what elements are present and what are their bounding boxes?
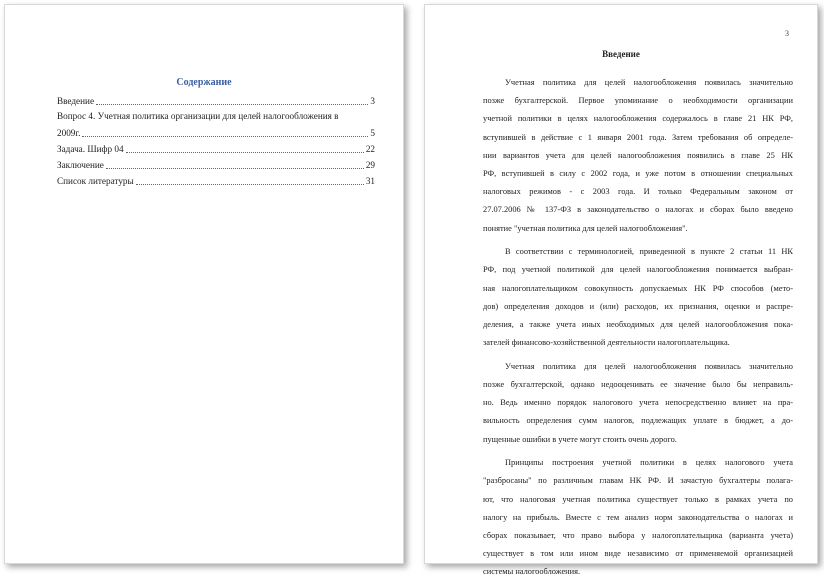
text-line: деления, а также учета иных необходимых для целей налогообложения пока- xyxy=(483,319,793,329)
text-line: РФ, вступившей в силу с 2002 года, и уже потом в отношении специальных xyxy=(483,168,793,178)
toc-entry-q4-line1: Вопрос 4. Учетная политика организации для целей налогообложения в xyxy=(57,111,339,121)
toc-entry-conclusion xyxy=(57,157,375,173)
table-of-contents xyxy=(57,93,375,189)
toc-entry-task xyxy=(57,141,375,157)
text-line: Принципы построения учетной политики в целях налогового учета xyxy=(505,458,793,468)
toc-entry-title: 2009г. xyxy=(57,127,81,138)
toc-leader-dots xyxy=(82,135,368,137)
body-text xyxy=(483,74,793,587)
text-line: ют, что налоговая учетная политика существует только в рамках учета по xyxy=(483,494,793,504)
text-line: налогу на прибыль. Вместе с тем анализ норм законодательства о налогах и xyxy=(483,512,793,522)
left-page xyxy=(4,4,404,564)
paragraph-1 xyxy=(483,74,793,238)
text-line: нии вариантов учета для целей налогообложения появились в главе 25 НК xyxy=(483,150,793,160)
toc-entry-page: 31 xyxy=(365,175,375,186)
text-line: "разбросаны" по различным главам НК РФ. И зачастую бухгалтеры полага- xyxy=(483,476,793,486)
text-line: пущенные ошибки в учете могут стоить очень дорого. xyxy=(483,434,677,444)
text-line: налоговых режимов - с 2003 года. И только Федеральным законом от xyxy=(483,187,793,197)
text-line: вступившей в действие с 1 января 2001 года. Затем требования об определе- xyxy=(483,132,793,142)
toc-leader-dots xyxy=(126,151,364,153)
text-line: Учетная политика для целей налогообложения появилась значительно xyxy=(505,361,793,371)
text-line: но. Ведь именно порядок налогового учета непосредственно влияет на пра- xyxy=(483,398,793,408)
toc-entry-page: 5 xyxy=(370,127,375,138)
toc-entry-intro xyxy=(57,93,375,109)
paragraph-4 xyxy=(483,454,793,581)
text-line: вильность определения сумм налогов, подлежащих уплате в бюджет, а до- xyxy=(483,416,793,426)
toc-entry-title: Задача. Шифр 04 xyxy=(57,143,124,154)
paragraph-3 xyxy=(483,358,793,449)
text-line: РФ, под учетной политикой для целей налогообложения понимается выбран- xyxy=(483,265,793,275)
text-line: системы налогообложения. xyxy=(483,567,581,577)
toc-entry-title: Заключение xyxy=(57,159,104,170)
toc-entry-page: 29 xyxy=(365,159,375,170)
toc-entry-page: 3 xyxy=(370,95,375,106)
text-line: ная налогоплательщиком совокупность допускаемых НК РФ способов (мето- xyxy=(483,283,793,293)
toc-entry-title: Введение xyxy=(57,95,95,106)
page-number: 3 xyxy=(785,29,789,38)
toc-title: Содержание xyxy=(176,77,232,88)
toc-leader-dots xyxy=(96,103,368,105)
text-line: зателей финансово-хозяйственной деятельности налогоплательщика. xyxy=(483,338,730,348)
text-line: сборах показывает, что право выбора у налогоплательщика (варианта учета) xyxy=(483,531,793,540)
text-line: В соответствии с терминологией, приведенной в пункте 2 статьи 11 НК xyxy=(505,247,793,257)
toc-entry-references xyxy=(57,173,375,189)
text-line: 27.07.2006 № 137-ФЗ в законодательство о налогах и сборах было введено xyxy=(483,205,793,215)
text-line: понятие "учетная политика для целей налогообложения". xyxy=(483,223,688,233)
text-line: Учетная политика для целей налогообложения появилась значительно xyxy=(505,78,793,87)
toc-leader-dots xyxy=(106,167,364,169)
text-line: дов) определения доходов и (или) расходов, их признания, оценки и распре- xyxy=(483,301,793,311)
text-line: позже бухгалтерской, однако недооценивать ее значение было бы неправиль- xyxy=(483,380,793,389)
toc-entry-title: Список литературы xyxy=(57,175,134,186)
paragraph-2 xyxy=(483,243,793,352)
right-page xyxy=(424,4,818,577)
toc-entry-q4 xyxy=(57,125,375,141)
toc-leader-dots xyxy=(136,183,364,185)
text-line: учетной политики в целях налогообложения содержалось в главе 21 НК РФ, xyxy=(483,114,793,124)
text-line: существует в том или ином виде независимо от применяемой организацией xyxy=(483,549,793,559)
toc-entry-page: 22 xyxy=(365,143,375,154)
text-line: позже бухгалтерской. Первое упоминание о необходимости организации xyxy=(483,96,793,106)
section-heading: Введение xyxy=(602,49,640,59)
